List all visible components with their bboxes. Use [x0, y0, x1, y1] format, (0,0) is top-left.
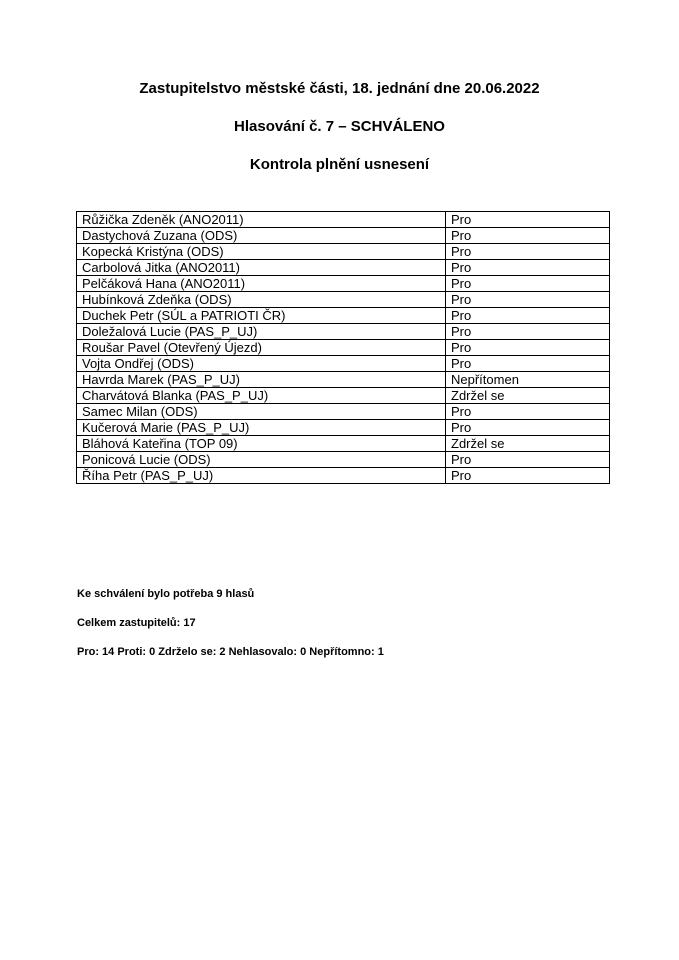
member-name: Havrda Marek (PAS_P_UJ): [77, 372, 446, 388]
member-name: Říha Petr (PAS_P_UJ): [77, 468, 446, 484]
member-name: Doležalová Lucie (PAS_P_UJ): [77, 324, 446, 340]
member-name: Růžička Zdeněk (ANO2011): [77, 212, 446, 228]
vote-value: Pro: [446, 244, 610, 260]
member-name: Dastychová Zuzana (ODS): [77, 228, 446, 244]
member-name: Pelčáková Hana (ANO2011): [77, 276, 446, 292]
table-row: [77, 452, 610, 468]
table-row: [77, 436, 610, 452]
document-header: [0, 81, 679, 195]
table-row: [77, 228, 610, 244]
subject-heading: Kontrola plnění usnesení: [249, 156, 430, 173]
vote-value: Pro: [446, 324, 610, 340]
table-row: [77, 372, 610, 388]
table-row: [77, 276, 610, 292]
table-row: [77, 404, 610, 420]
document-title: Zastupitelstvo městské části, 18. jednání dne 20.06.2022: [139, 80, 540, 97]
vote-value: Pro: [446, 356, 610, 372]
table-row: [77, 340, 610, 356]
vote-value: Pro: [446, 468, 610, 484]
table-row: [77, 244, 610, 260]
voting-heading: Hlasování č. 7 – SCHVÁLENO: [234, 118, 445, 135]
table-row: [77, 292, 610, 308]
vote-value: Zdržel se: [446, 388, 610, 404]
total-members: Celkem zastupitelů: 17: [77, 617, 196, 629]
member-name: Kučerová Marie (PAS_P_UJ): [77, 420, 446, 436]
vote-summary: [77, 588, 617, 675]
member-name: Charvátová Blanka (PAS_P_UJ): [77, 388, 446, 404]
table-row: [77, 388, 610, 404]
member-name: Carbolová Jitka (ANO2011): [77, 260, 446, 276]
vote-value: Pro: [446, 276, 610, 292]
table-row: [77, 324, 610, 340]
table-row: [77, 420, 610, 436]
member-name: Duchek Petr (SÚL a PATRIOTI ČR): [77, 308, 446, 324]
vote-value: Pro: [446, 452, 610, 468]
vote-value: Pro: [446, 228, 610, 244]
table-row: [77, 468, 610, 484]
member-name: Vojta Ondřej (ODS): [77, 356, 446, 372]
vote-value: Pro: [446, 292, 610, 308]
vote-value: Zdržel se: [446, 436, 610, 452]
vote-value: Pro: [446, 340, 610, 356]
vote-value: Pro: [446, 212, 610, 228]
table-row: [77, 356, 610, 372]
table-row: [77, 260, 610, 276]
vote-table-body: [77, 212, 610, 484]
vote-value: Pro: [446, 404, 610, 420]
approval-requirement: Ke schválení bylo potřeba 9 hlasů: [77, 588, 255, 600]
vote-value: Nepřítomen: [446, 372, 610, 388]
member-name: Roušar Pavel (Otevřený Újezd): [77, 340, 446, 356]
vote-counts: Pro: 14 Proti: 0 Zdrželo se: 2 Nehlasovalo: 0 Nepřítomno: 1: [77, 646, 384, 658]
member-name: Hubínková Zdeňka (ODS): [77, 292, 446, 308]
table-row: [77, 212, 610, 228]
vote-value: Pro: [446, 308, 610, 324]
member-name: Samec Milan (ODS): [77, 404, 446, 420]
vote-value: Pro: [446, 420, 610, 436]
member-name: Kopecká Kristýna (ODS): [77, 244, 446, 260]
vote-value: Pro: [446, 260, 610, 276]
table-row: [77, 308, 610, 324]
member-name: Ponicová Lucie (ODS): [77, 452, 446, 468]
member-name: Bláhová Kateřina (TOP 09): [77, 436, 446, 452]
vote-table: [76, 211, 610, 484]
